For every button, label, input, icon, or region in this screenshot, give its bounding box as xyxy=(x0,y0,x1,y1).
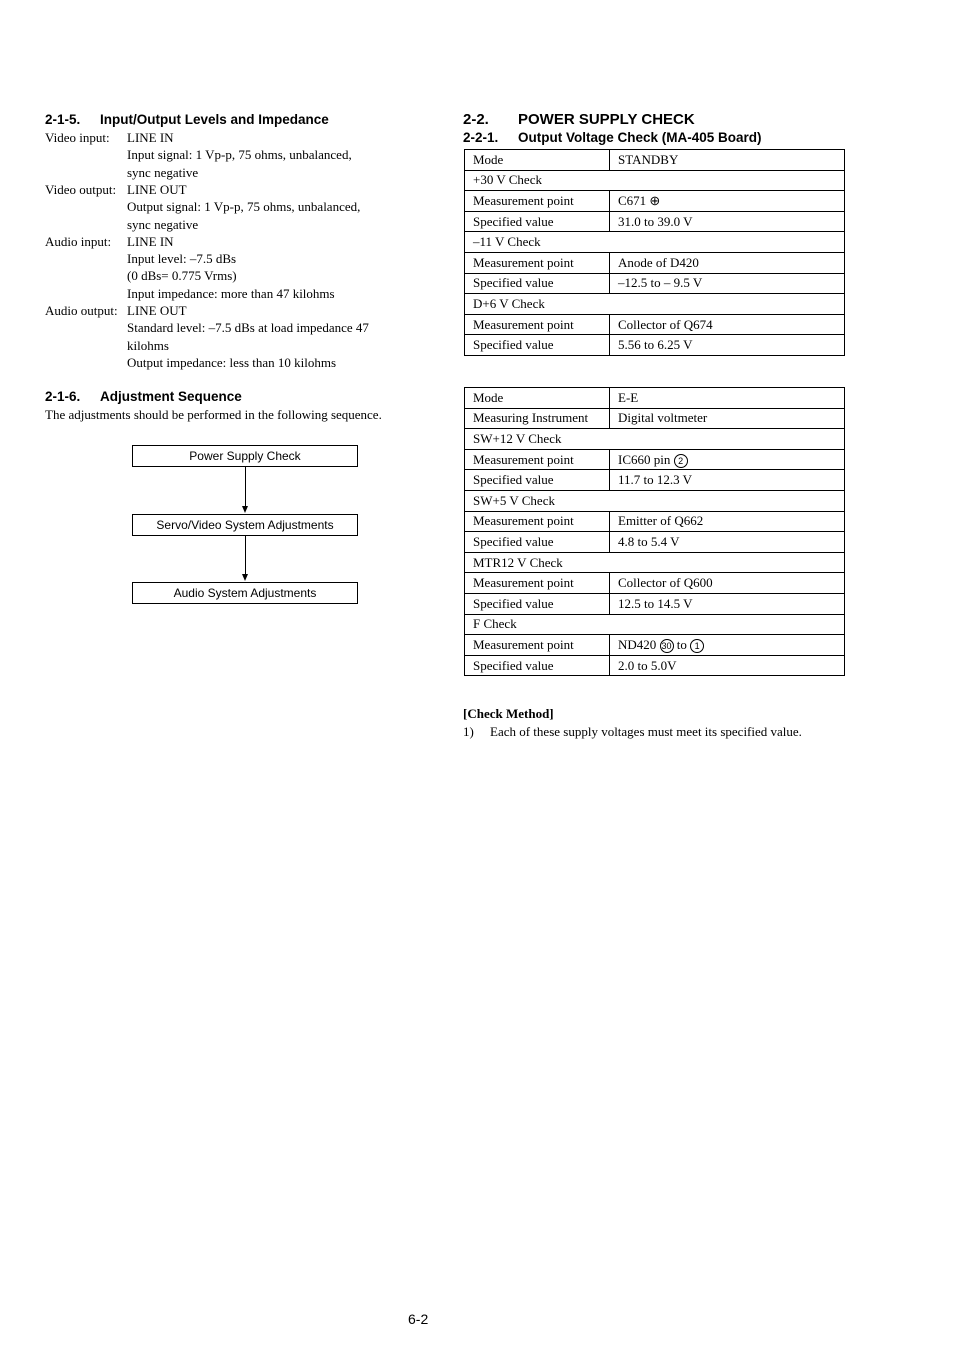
section-heading-2-1-6 xyxy=(45,389,242,404)
table-row xyxy=(465,635,845,656)
param-cell: Specified value xyxy=(465,273,610,294)
section-heading-2-2 xyxy=(463,111,695,128)
check-heading-cell: +30 V Check xyxy=(465,170,845,191)
table-row xyxy=(465,252,845,273)
io-text: Output signal: 1 Vp-p, 75 ohms, unbalanced, xyxy=(127,199,361,215)
section-number: 2-1-5. xyxy=(45,112,81,127)
check-heading-cell: F Check xyxy=(465,614,845,635)
table-row xyxy=(465,593,845,614)
value-cell xyxy=(610,211,845,232)
param-cell: Specified value xyxy=(465,470,610,491)
value-cell xyxy=(610,573,845,594)
value-text: STANDBY xyxy=(618,151,679,167)
value-text: Emitter of Q662 xyxy=(618,513,704,529)
value-text: Anode of D420 xyxy=(618,254,699,270)
table-row xyxy=(465,273,845,294)
plus-terminal-icon: ⊕ xyxy=(649,192,661,208)
io-text: kilohms xyxy=(127,337,169,353)
param-cell: Measurement point xyxy=(465,252,610,273)
flow-step-power-supply: Power Supply Check xyxy=(132,445,358,467)
io-text: (0 dBs= 0.775 Vrms) xyxy=(127,268,237,284)
table-row xyxy=(465,532,845,553)
section-title: Output Voltage Check (MA-405 Board) xyxy=(518,130,762,145)
table-row xyxy=(465,490,845,511)
flow-step-servo-video: Servo/Video System Adjustments xyxy=(132,514,358,536)
value-cell xyxy=(610,593,845,614)
value-cell xyxy=(610,655,845,676)
value-text: –12.5 to – 9.5 V xyxy=(618,275,703,291)
value-cell xyxy=(610,635,845,656)
value-cell xyxy=(610,532,845,553)
value-cell xyxy=(610,408,845,429)
param-cell: Specified value xyxy=(465,532,610,553)
value-text: E-E xyxy=(618,389,639,405)
circled-pin-number: 2 xyxy=(674,454,688,468)
param-cell: Specified value xyxy=(465,593,610,614)
io-label: Video output: xyxy=(45,181,117,197)
connector-text: to xyxy=(676,636,687,652)
value-text: IC660 pin xyxy=(618,451,671,467)
value-text: Collector of Q674 xyxy=(618,316,713,332)
check-heading-cell: SW+5 V Check xyxy=(465,490,845,511)
value-cell xyxy=(610,511,845,532)
value-cell xyxy=(610,273,845,294)
value-text: 4.8 to 5.4 V xyxy=(618,533,680,549)
io-text: Standard level: –7.5 dBs at load impedance 47 xyxy=(127,320,369,336)
value-text: 31.0 to 39.0 V xyxy=(618,213,693,229)
param-cell: Mode xyxy=(465,150,610,171)
value-cell xyxy=(610,252,845,273)
table-row xyxy=(465,552,845,573)
value-cell xyxy=(610,449,845,470)
io-text: Output impedance: less than 10 kilohms xyxy=(127,354,337,370)
table-row xyxy=(465,232,845,253)
param-cell: Measurement point xyxy=(465,635,610,656)
item-number: 1) xyxy=(463,724,474,739)
table-row xyxy=(465,614,845,635)
ee-voltage-table xyxy=(464,387,845,676)
value-text: C671 xyxy=(618,192,647,208)
arrow-down-icon xyxy=(242,506,248,513)
table-row xyxy=(465,573,845,594)
table-row xyxy=(465,655,845,676)
section-heading-2-1-5 xyxy=(45,112,329,127)
io-text: LINE IN xyxy=(127,233,174,249)
flow-connector xyxy=(245,536,246,574)
table-row xyxy=(465,408,845,429)
param-cell: Measurement point xyxy=(465,449,610,470)
param-cell: Mode xyxy=(465,388,610,409)
check-method-item xyxy=(463,723,802,740)
sequence-intro: The adjustments should be performed in the following sequence. xyxy=(45,407,382,422)
param-cell: Specified value xyxy=(465,335,610,356)
io-text: sync negative xyxy=(127,164,199,180)
section-title: POWER SUPPLY CHECK xyxy=(518,111,695,128)
table-row xyxy=(465,511,845,532)
value-text: 11.7 to 12.3 V xyxy=(618,472,693,488)
table-row xyxy=(465,211,845,232)
io-label: Audio input: xyxy=(45,233,112,249)
io-text: Input signal: 1 Vp-p, 75 ohms, unbalanced, xyxy=(127,147,352,163)
flow-connector xyxy=(245,467,246,506)
circled-pin-number: 30 xyxy=(661,640,672,651)
value-cell xyxy=(610,150,845,171)
table-row xyxy=(465,335,845,356)
io-text: Input level: –7.5 dBs xyxy=(127,251,237,267)
check-heading-cell: D+6 V Check xyxy=(465,294,845,315)
item-text: Each of these supply voltages must meet its specified value. xyxy=(490,724,802,739)
table-row xyxy=(465,170,845,191)
value-text: Digital voltmeter xyxy=(618,410,708,426)
check-heading-cell: SW+12 V Check xyxy=(465,429,845,450)
io-label: Video input: xyxy=(45,130,110,145)
table-row xyxy=(465,294,845,315)
table-row xyxy=(465,449,845,470)
arrow-down-icon xyxy=(242,574,248,581)
param-cell: Measurement point xyxy=(465,511,610,532)
circled-pin-number: 1 xyxy=(690,639,704,653)
page-number: 6-2 xyxy=(408,1311,429,1327)
check-method-title: [Check Method] xyxy=(463,706,554,721)
io-text: Input impedance: more than 47 kilohms xyxy=(127,285,335,301)
table-row xyxy=(465,470,845,491)
section-heading-2-2-1 xyxy=(463,130,762,145)
io-text: LINE OUT xyxy=(127,303,187,318)
section-number: 2-2. xyxy=(463,111,489,128)
section-title: Adjustment Sequence xyxy=(100,389,242,404)
section-number: 2-2-1. xyxy=(463,130,499,145)
param-cell: Measuring Instrument xyxy=(465,408,610,429)
table-row xyxy=(465,150,845,171)
io-text: LINE OUT xyxy=(127,181,187,197)
table-row xyxy=(465,429,845,450)
standby-voltage-table xyxy=(464,149,845,356)
value-text: ND420 xyxy=(618,636,657,652)
value-cell xyxy=(610,191,845,212)
param-cell: Measurement point xyxy=(465,573,610,594)
check-heading-cell: –11 V Check xyxy=(465,232,845,253)
param-cell: Specified value xyxy=(465,211,610,232)
value-cell xyxy=(610,335,845,356)
io-text: LINE IN xyxy=(127,130,174,145)
param-cell: Measurement point xyxy=(465,191,610,212)
value-text: 12.5 to 14.5 V xyxy=(618,595,693,611)
section-title: Input/Output Levels and Impedance xyxy=(100,112,329,127)
section-number: 2-1-6. xyxy=(45,389,81,404)
param-cell: Specified value xyxy=(465,655,610,676)
flow-step-audio: Audio System Adjustments xyxy=(132,582,358,604)
table-row xyxy=(465,314,845,335)
table-row xyxy=(465,388,845,409)
io-label: Audio output: xyxy=(45,303,118,318)
value-cell xyxy=(610,470,845,491)
check-heading-cell: MTR12 V Check xyxy=(465,552,845,573)
value-text: 5.56 to 6.25 V xyxy=(618,337,693,353)
table-row xyxy=(465,191,845,212)
value-text: Collector of Q600 xyxy=(618,575,713,591)
value-text: 2.0 to 5.0V xyxy=(618,657,677,673)
value-cell xyxy=(610,314,845,335)
value-cell xyxy=(610,388,845,409)
io-text: sync negative xyxy=(127,216,199,232)
param-cell: Measurement point xyxy=(465,314,610,335)
